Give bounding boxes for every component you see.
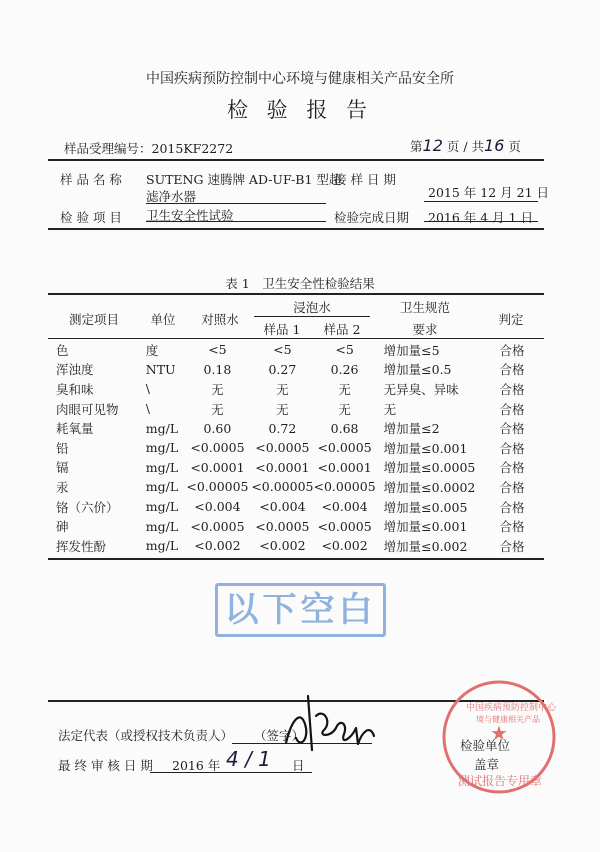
cell-verdict: 合格 bbox=[499, 460, 525, 476]
cell-sample2: <5 bbox=[335, 342, 354, 358]
receive-date-label: 接 样 日 期 bbox=[334, 172, 396, 187]
cell-unit: NTU bbox=[145, 361, 176, 377]
cell-verdict: 合格 bbox=[499, 381, 525, 397]
table-row bbox=[48, 497, 544, 517]
cell-sample1: <0.00005 bbox=[251, 479, 314, 495]
cell-unit: mg/L bbox=[145, 420, 179, 436]
complete-date-value: 2016 年 4 月 1 日 bbox=[428, 210, 534, 225]
inspection-unit-label: 检验单位 bbox=[460, 738, 511, 753]
table-row bbox=[48, 340, 544, 360]
col-sample2-header: 样品 2 bbox=[323, 322, 361, 337]
page-suffix: 页 bbox=[508, 139, 521, 154]
receive-date-value: 2015 年 12 月 21 日 bbox=[428, 185, 549, 200]
table-row bbox=[48, 399, 544, 419]
cell-control: <0.00005 bbox=[186, 479, 249, 495]
cell-sample1: <5 bbox=[273, 342, 292, 358]
cell-unit: mg/L bbox=[145, 499, 179, 515]
cell-sample2: <0.00005 bbox=[313, 479, 376, 495]
review-date-label: 最 终 审 核 日 期 bbox=[58, 758, 153, 773]
divider-info bbox=[48, 228, 544, 230]
cell-spec: 无异臭、异味 bbox=[383, 381, 459, 397]
cell-sample1: 无 bbox=[276, 401, 289, 417]
review-year: 2016 年 bbox=[172, 758, 221, 773]
cell-sample2: <0.0005 bbox=[317, 518, 372, 534]
legal-rep-label: 法定代表（或授权技术负责人） bbox=[58, 728, 234, 743]
cell-sample2: <0.0001 bbox=[317, 459, 372, 475]
cell-control: <0.0005 bbox=[190, 518, 245, 534]
cell-sample1: 无 bbox=[276, 381, 289, 397]
cell-verdict: 合格 bbox=[499, 538, 525, 554]
cell-item: 肉眼可见物 bbox=[56, 401, 119, 417]
table-header-rule bbox=[48, 338, 544, 339]
cell-control: 0.18 bbox=[203, 361, 232, 377]
cell-sample1: 0.72 bbox=[268, 420, 297, 436]
cell-sample2: <0.004 bbox=[321, 499, 368, 515]
table-row bbox=[48, 418, 544, 438]
cell-spec: 增加量≤0.0002 bbox=[383, 479, 476, 495]
cell-item: 臭和味 bbox=[56, 381, 94, 397]
cell-unit: \ bbox=[145, 401, 150, 417]
sample-no-row bbox=[64, 139, 233, 157]
cell-unit: mg/L bbox=[145, 518, 179, 534]
underline-name bbox=[146, 203, 326, 204]
page-total: 16 bbox=[484, 136, 505, 155]
cell-item: 色 bbox=[56, 342, 69, 358]
seal-inner-text: 境与健康相关产品 bbox=[476, 715, 540, 724]
cell-verdict: 合格 bbox=[499, 519, 525, 535]
cell-spec: 增加量≤0.0005 bbox=[383, 460, 476, 476]
seal-bottom-text: 测试报告专用章 bbox=[458, 774, 543, 788]
cell-item: 铅 bbox=[56, 440, 69, 456]
test-item-label: 检 验 项 目 bbox=[60, 210, 122, 225]
signature-scrawl bbox=[278, 688, 388, 758]
cell-control: <0.0001 bbox=[190, 459, 245, 475]
sample-no-label: 样品受理编号： bbox=[64, 141, 152, 156]
cell-item: 耗氧量 bbox=[56, 421, 94, 437]
cell-spec: 增加量≤2 bbox=[383, 421, 440, 437]
col-verdict-header: 判定 bbox=[498, 312, 524, 327]
table-row bbox=[48, 379, 544, 399]
col-spec-header-line1: 卫生规范 bbox=[399, 300, 450, 315]
sign-label: （签字） bbox=[254, 728, 305, 743]
col-soak-header: 浸泡水 bbox=[293, 300, 331, 315]
table-row bbox=[48, 360, 544, 380]
page-counter bbox=[410, 136, 521, 155]
cell-spec: 无 bbox=[383, 401, 397, 417]
cell-sample1: <0.0005 bbox=[255, 440, 310, 456]
page-title: 检 验 报 告 bbox=[226, 98, 374, 122]
cell-verdict: 合格 bbox=[499, 440, 525, 456]
page-current: 12 bbox=[422, 136, 443, 155]
cell-sample2: <0.0005 bbox=[317, 440, 372, 456]
cell-sample1: 0.27 bbox=[268, 361, 297, 377]
cell-item: 镉 bbox=[56, 460, 69, 476]
cell-verdict: 合格 bbox=[499, 342, 525, 358]
cell-unit: mg/L bbox=[145, 479, 179, 495]
col-sample1-header: 样品 1 bbox=[263, 322, 301, 337]
cell-item: 铬（六价） bbox=[56, 499, 119, 515]
complete-date-label: 检验完成日期 bbox=[334, 210, 410, 225]
review-date-underline bbox=[150, 772, 312, 773]
cell-verdict: 合格 bbox=[499, 401, 525, 417]
cell-unit: 度 bbox=[145, 342, 159, 358]
cell-sample2: 无 bbox=[338, 401, 351, 417]
cell-sample2: 无 bbox=[338, 381, 351, 397]
underline-item bbox=[146, 221, 326, 222]
cell-item: 挥发性酚 bbox=[56, 538, 107, 554]
table-row bbox=[48, 477, 544, 497]
cell-spec: 增加量≤0.001 bbox=[383, 440, 468, 456]
table-row bbox=[48, 458, 544, 478]
cell-item: 砷 bbox=[56, 519, 69, 535]
sample-name-value-line1: SUTENG 速腾牌 AD-UF-B1 型超 bbox=[146, 172, 342, 187]
col-control-header: 对照水 bbox=[201, 312, 239, 327]
cell-verdict: 合格 bbox=[499, 421, 525, 437]
sample-no-value: 2015KF2272 bbox=[151, 141, 234, 156]
cell-control: <5 bbox=[208, 342, 227, 358]
cell-sample1: <0.002 bbox=[259, 538, 306, 554]
cell-control: <0.004 bbox=[194, 499, 241, 515]
cell-unit: mg/L bbox=[145, 459, 179, 475]
cell-spec: 增加量≤0.5 bbox=[383, 362, 452, 378]
review-day-suffix: 日 bbox=[292, 758, 305, 773]
institution-name: 中国疾病预防控制中心环境与健康相关产品安全所 bbox=[146, 71, 454, 87]
cell-spec: 增加量≤0.002 bbox=[383, 538, 468, 554]
test-item-value: 卫生安全性试验 bbox=[146, 208, 234, 223]
underline-complete bbox=[424, 221, 538, 222]
cell-sample1: <0.0001 bbox=[255, 459, 310, 475]
table-bottom-rule bbox=[48, 558, 544, 560]
cell-spec: 增加量≤0.005 bbox=[383, 499, 468, 515]
cell-control: <0.002 bbox=[194, 538, 241, 554]
sample-name-label: 样 品 名 称 bbox=[60, 172, 122, 187]
cell-verdict: 合格 bbox=[499, 479, 525, 495]
cell-control: 无 bbox=[211, 401, 224, 417]
cell-control: 0.60 bbox=[203, 420, 232, 436]
cell-sample1: <0.0005 bbox=[255, 518, 310, 534]
results-table bbox=[48, 340, 544, 556]
table-row bbox=[48, 438, 544, 458]
cell-control: 无 bbox=[211, 381, 224, 397]
page-prefix: 第 bbox=[410, 139, 423, 154]
sample-name-value-line2: 滤净水器 bbox=[146, 189, 197, 204]
cell-verdict: 合格 bbox=[499, 362, 525, 378]
seal-arc-text: 中国疾病预防控制中心 bbox=[466, 703, 557, 713]
svg-text:★: ★ bbox=[490, 721, 508, 745]
cell-unit: mg/L bbox=[145, 538, 179, 554]
cell-item: 汞 bbox=[56, 479, 69, 495]
cell-control: <0.0005 bbox=[190, 440, 245, 456]
cell-item: 浑浊度 bbox=[56, 362, 94, 378]
cell-spec: 增加量≤5 bbox=[383, 342, 440, 358]
blank-below-stamp: 以下空白 bbox=[215, 583, 386, 637]
table-row bbox=[48, 536, 544, 556]
underline-receive bbox=[424, 201, 538, 202]
col-spec-header-line2: 要求 bbox=[412, 322, 438, 337]
cell-sample2: 0.68 bbox=[330, 420, 359, 436]
table-top-rule bbox=[48, 293, 544, 295]
cell-unit: mg/L bbox=[145, 440, 179, 456]
cell-verdict: 合格 bbox=[499, 499, 525, 515]
cell-sample2: <0.002 bbox=[321, 538, 368, 554]
col-unit-header: 单位 bbox=[150, 312, 176, 327]
soak-subrule bbox=[254, 316, 370, 317]
review-month-day: 4 / 1 bbox=[226, 747, 271, 771]
cell-sample2: 0.26 bbox=[330, 361, 359, 377]
cell-sample1: <0.004 bbox=[259, 499, 306, 515]
page-mid: 页 / 共 bbox=[446, 139, 485, 154]
col-item-header: 测定项目 bbox=[68, 312, 119, 327]
divider-top bbox=[48, 159, 544, 161]
cell-unit: \ bbox=[145, 381, 150, 397]
table-caption: 表 1 卫生安全性检验结果 bbox=[225, 276, 375, 291]
seal-label: 盖章 bbox=[474, 757, 500, 772]
cell-spec: 增加量≤0.001 bbox=[383, 519, 468, 535]
table-row bbox=[48, 516, 544, 536]
